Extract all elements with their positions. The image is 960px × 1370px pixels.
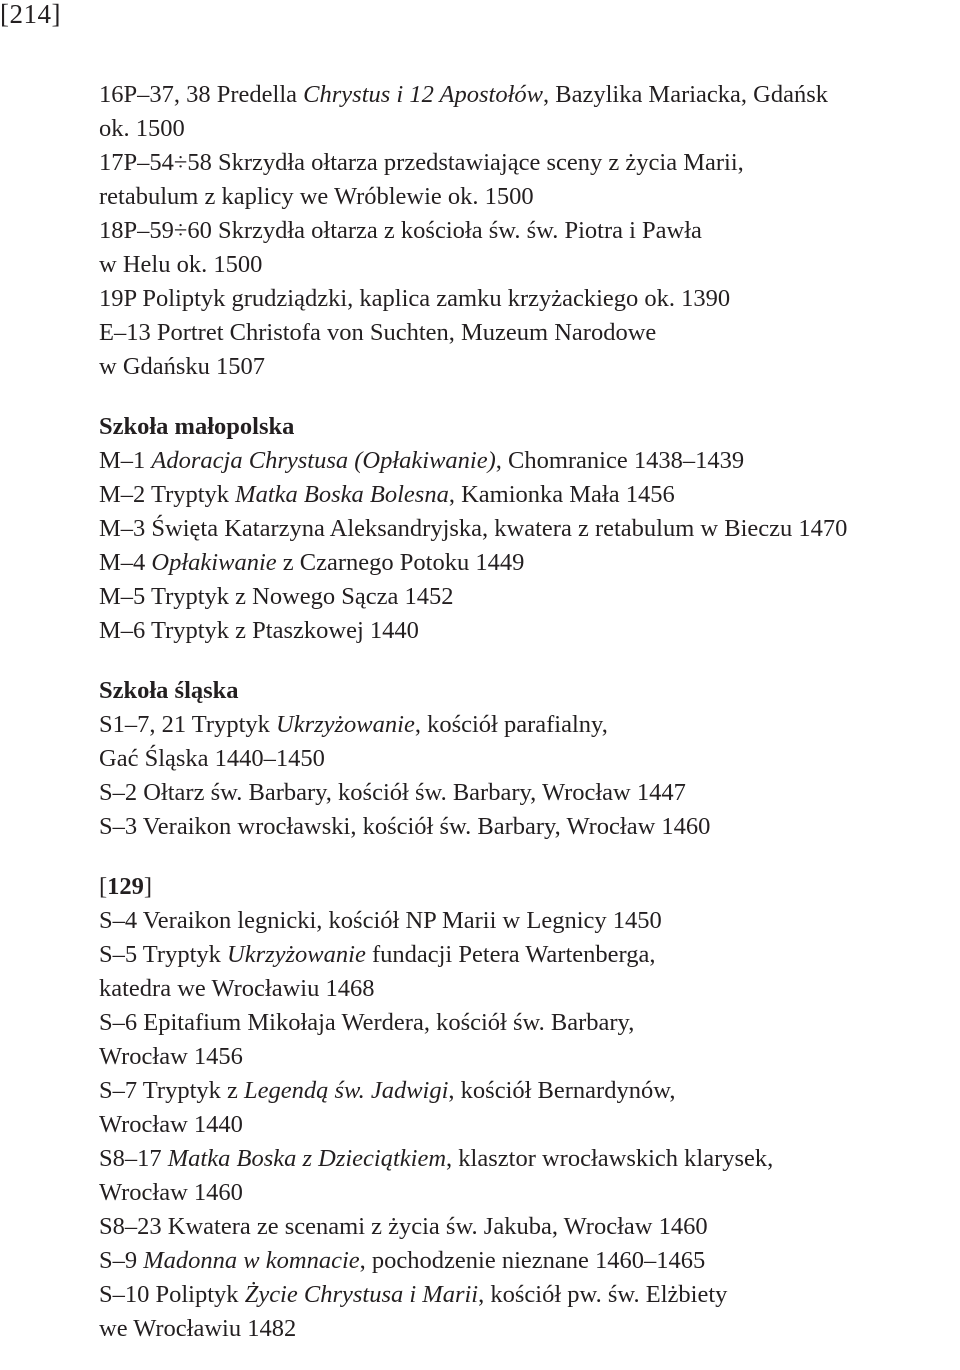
text-line xyxy=(99,708,960,742)
entry-list-malopolska xyxy=(99,444,960,648)
text-run: M–4 xyxy=(99,549,152,576)
italic-title: Chrystus i 12 Apostołów xyxy=(303,81,543,108)
text-run: S–4 Veraikon legnicki, kościół NP Marii w Legnicy 1450 xyxy=(99,907,662,934)
italic-title: Życie Chrystusa i Marii xyxy=(244,1281,479,1308)
text-line xyxy=(99,742,960,776)
page-marker-129 xyxy=(99,870,960,904)
text-run: fundacji Petera Wartenberga, xyxy=(365,941,656,968)
text-line xyxy=(99,146,960,180)
text-run: katedra we Wrocławiu 1468 xyxy=(99,975,375,1002)
text-line xyxy=(99,214,960,248)
text-run: w Gdańsku 1507 xyxy=(99,353,266,380)
text-line xyxy=(99,1040,960,1074)
text-line xyxy=(99,1176,960,1210)
text-run: S–3 Veraikon wrocławski, kościół św. Barbary, Wrocław 1460 xyxy=(99,813,711,840)
text-run: S–7 Tryptyk z xyxy=(99,1077,245,1104)
text-run: , Bazylika Mariacka, Gdańsk xyxy=(542,81,829,108)
text-run: S8–23 Kwatera ze scenami z życia św. Jakuba, Wrocław 1460 xyxy=(99,1213,708,1240)
text-line xyxy=(99,1108,960,1142)
text-run: 19P Poliptyk grudziądzki, kaplica zamku krzyżackiego ok. 1390 xyxy=(99,285,731,312)
text-run: Wrocław 1460 xyxy=(99,1179,243,1206)
text-line xyxy=(99,810,960,844)
text-line xyxy=(99,1244,960,1278)
text-run: ok. 1500 xyxy=(99,115,185,142)
text-line xyxy=(99,478,960,512)
text-line xyxy=(99,112,960,146)
text-run: S–6 Epitafium Mikołaja Werdera, kościół św. Barbary, xyxy=(99,1009,635,1036)
text-line xyxy=(99,180,960,214)
text-run: retabulum z kaplicy we Wróblewie ok. 1500 xyxy=(99,183,534,210)
page-marker-number: 129 xyxy=(107,873,144,900)
text-run: , kościół parafialny, xyxy=(414,711,608,738)
text-run: Wrocław 1456 xyxy=(99,1043,243,1070)
text-run: 17P–54÷58 Skrzydła ołtarza przedstawiające sceny z życia Marii, xyxy=(99,149,744,176)
text-line xyxy=(99,614,960,648)
entry-list-slaska-part1 xyxy=(99,708,960,844)
text-run: S1–7, 21 Tryptyk xyxy=(99,711,277,738)
italic-title: Opłakiwanie xyxy=(151,549,277,576)
text-run: Gać Śląska 1440–1450 xyxy=(99,745,325,772)
section-heading-malopolska: Szkoła małopolska xyxy=(99,413,295,440)
entry-list-pomeranian xyxy=(99,78,960,384)
text-line xyxy=(99,1312,960,1346)
page-number: [214] xyxy=(0,0,61,29)
text-run: M–2 Tryptyk xyxy=(99,481,236,508)
text-line xyxy=(99,938,960,972)
italic-title: Matka Boska Bolesna xyxy=(235,481,449,508)
text-line xyxy=(99,972,960,1006)
text-run: , kościół pw. św. Elżbiety xyxy=(478,1281,728,1308)
italic-title: Matka Boska z Dzieciątkiem xyxy=(167,1145,447,1172)
text-run: S–2 Ołtarz św. Barbary, kościół św. Barbary, Wrocław 1447 xyxy=(99,779,686,806)
text-line xyxy=(99,444,960,478)
text-run: we Wrocławiu 1482 xyxy=(99,1315,297,1342)
text-run: S–10 Poliptyk xyxy=(99,1281,245,1308)
section-heading-slaska: Szkoła śląska xyxy=(99,677,239,704)
text-run: w Helu ok. 1500 xyxy=(99,251,263,278)
text-line xyxy=(99,78,960,112)
text-run: S–5 Tryptyk xyxy=(99,941,228,968)
italic-title: Adoracja Chrystusa (Opłakiwanie) xyxy=(151,447,496,474)
text-line xyxy=(99,1006,960,1040)
text-run: z Czarnego Potoku 1449 xyxy=(276,549,525,576)
text-line xyxy=(99,580,960,614)
section-gap xyxy=(99,844,960,870)
text-run: M–1 xyxy=(99,447,152,474)
text-run: S–9 xyxy=(99,1247,144,1274)
text-line xyxy=(99,1210,960,1244)
text-run: , pochodzenie nieznane 1460–1465 xyxy=(359,1247,706,1274)
text-run: , Kamionka Mała 1456 xyxy=(448,481,675,508)
text-run: , klasztor wrocławskich klarysek, xyxy=(446,1145,774,1172)
document-body xyxy=(99,78,960,1346)
page-marker-open: [ xyxy=(99,873,108,900)
text-run: M–3 Święta Katarzyna Aleksandryjska, kwatera z retabulum w Bieczu 1470 xyxy=(99,515,848,542)
section-gap xyxy=(99,648,960,674)
entry-list-slaska-part2 xyxy=(99,904,960,1346)
text-line xyxy=(99,1142,960,1176)
text-run: , kościół Bernardynów, xyxy=(448,1077,676,1104)
text-run: 16P–37, 38 Predella xyxy=(99,81,304,108)
text-line xyxy=(99,350,960,384)
text-line xyxy=(99,282,960,316)
text-run: M–6 Tryptyk z Ptaszkowej 1440 xyxy=(99,617,419,644)
text-line xyxy=(99,1278,960,1312)
text-line xyxy=(99,248,960,282)
section-gap xyxy=(99,384,960,410)
text-run: S8–17 xyxy=(99,1145,168,1172)
page-marker-close: ] xyxy=(143,873,153,900)
italic-title: Madonna w komnacie xyxy=(143,1247,360,1274)
italic-title: Ukrzyżowanie xyxy=(227,941,366,968)
text-run: M–5 Tryptyk z Nowego Sącza 1452 xyxy=(99,583,454,610)
text-line xyxy=(99,904,960,938)
text-line xyxy=(99,546,960,580)
text-line xyxy=(99,776,960,810)
text-run: E–13 Portret Christofa von Suchten, Muzeum Narodowe xyxy=(99,319,657,346)
italic-title: Ukrzyżowanie xyxy=(276,711,415,738)
text-line xyxy=(99,1074,960,1108)
text-run: , Chomranice 1438–1439 xyxy=(495,447,745,474)
text-line xyxy=(99,316,960,350)
text-run: 18P–59÷60 Skrzydła ołtarza z kościoła św. św. Piotra i Pawła xyxy=(99,217,702,244)
italic-title: Legendą św. Jadwigi xyxy=(244,1077,449,1104)
text-run: Wrocław 1440 xyxy=(99,1111,243,1138)
text-line xyxy=(99,512,960,546)
